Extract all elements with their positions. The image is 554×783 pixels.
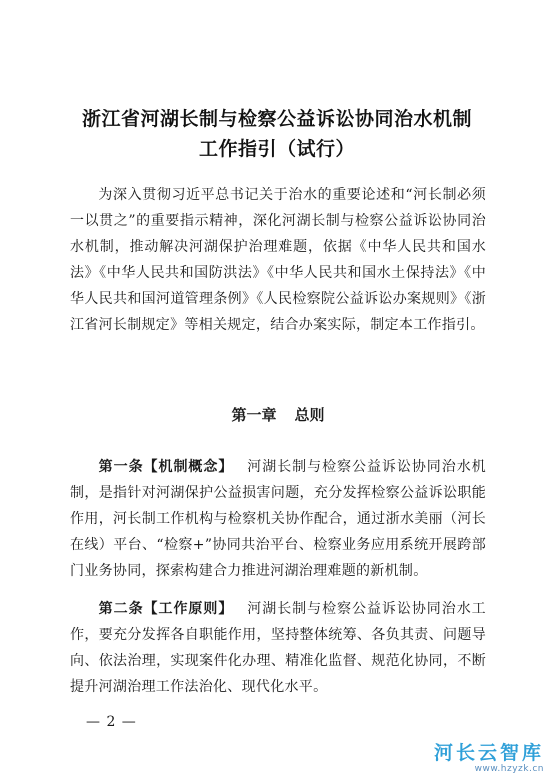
- chapter-heading: [70, 402, 486, 428]
- intro-text: 为深入贯彻习近平总书记关于治水的重要论述和“河长制必须一以贯之”的重要指示精神，深化河湖长制与检察公益诉讼协同治水机制，推动解决河湖保护治理难题，依据《中华人民共和国水法》《中华人民共和国防洪法》《中华人民共和国水土保持法》《中华人民共和国河道管理条例》《人民检察院公益诉讼办案规则》《浙江省河长制规定》等相关规定，结合办案实际，制定本工作指引。: [70, 187, 486, 333]
- article-1-heading: 第一条【机制概念】: [98, 459, 234, 475]
- article-2-heading: 第二条【工作原则】: [98, 601, 234, 617]
- watermark-name: 河长云智库: [433, 742, 544, 764]
- intro-paragraph: [70, 182, 486, 338]
- article-1-text: 河湖长制与检察公益诉讼协同治水机制，是指针对河湖保护公益损害问题，充分发挥检察公益诉讼职能作用，河长制工作机构与检察机关协作配合，通过浙水美丽（河长在线）平台、“检察+”协同共治平台、检察业务应用系统开展跨部门业务协同，探索构建合力推进河湖治理难题的新机制。: [70, 459, 486, 579]
- watermark-url: www.hzyzk.cn: [474, 764, 544, 774]
- chapter-number: 第一章: [231, 406, 277, 424]
- article-1: [70, 454, 486, 584]
- page-number: — 2 —: [86, 714, 137, 730]
- article-2: [70, 596, 486, 700]
- watermark-logo: [434, 742, 544, 775]
- document-title-line2: 工作指引（试行）: [198, 138, 355, 160]
- article-2-text: 河湖长制与检察公益诉讼协同治水工作，要充分发挥各自职能作用，坚持整体统筹、各负其责、问题导向、依法治理，实现案件化办理、精准化监督、规范化协同，不断提升河湖治理工作法治化、现代化水平。: [70, 601, 486, 695]
- document-title-line1: 浙江省河湖长制与检察公益诉讼协同治水机制: [81, 108, 472, 130]
- chapter-name: 总则: [294, 406, 325, 424]
